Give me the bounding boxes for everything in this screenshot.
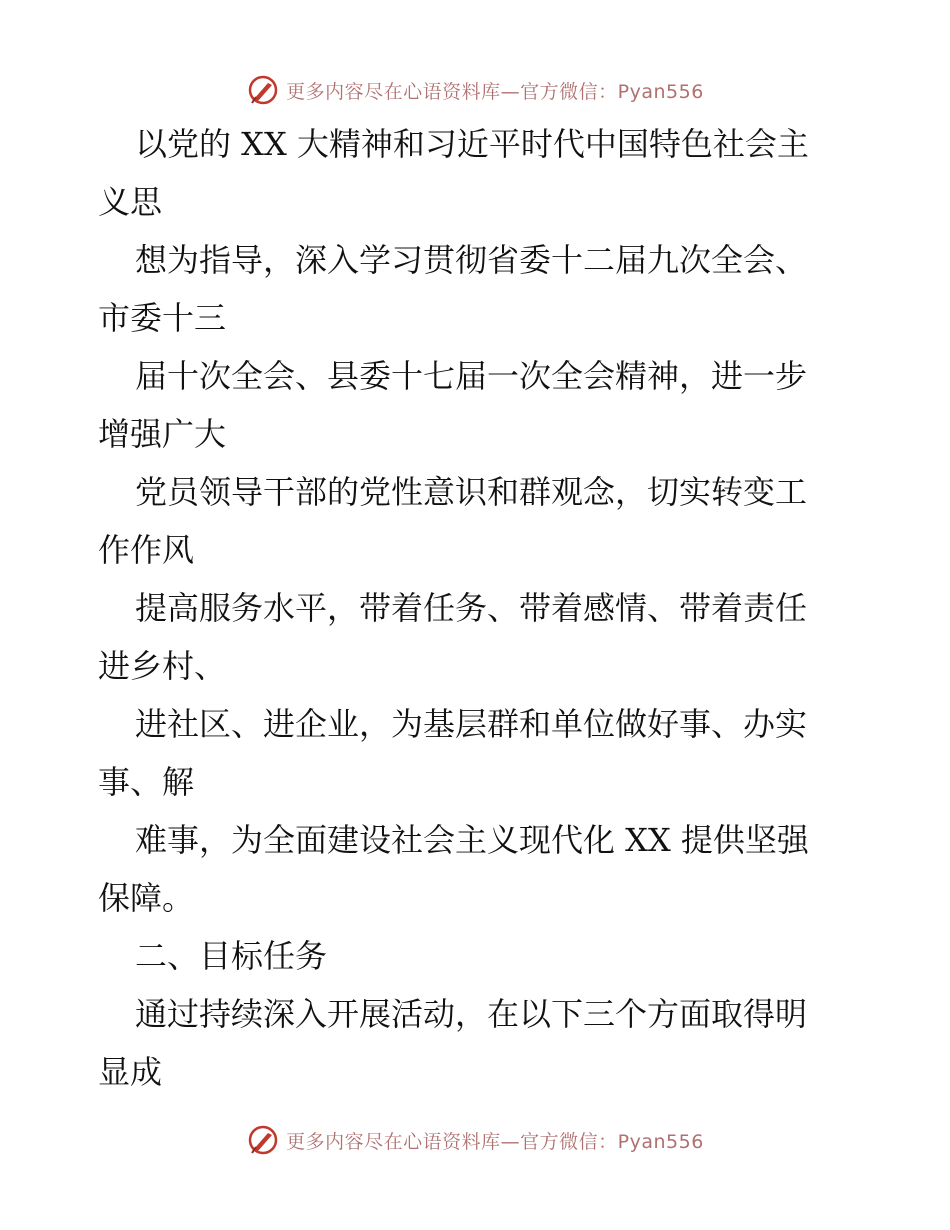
pen-logo-icon xyxy=(246,73,280,107)
text-line: 想为指导，深入学习贯彻省委十二届九次全会、 xyxy=(135,241,808,279)
footer-watermark-text: 更多内容尽在心语资料库—官方微信：Pyan556 xyxy=(286,1130,704,1153)
text-line: 保障。 xyxy=(98,879,195,917)
text-line: 提高服务水平，带着任务、带着感情、带着责任 xyxy=(135,589,808,627)
text-line: 事、解 xyxy=(98,763,195,801)
text-line: 作作风 xyxy=(98,531,195,569)
text-line: 义思 xyxy=(98,183,163,221)
section-heading: 二、目标任务 xyxy=(135,937,328,975)
text-line: 届十次全会、县委十七届一次全会精神，进一步 xyxy=(135,357,808,395)
text-line: 难事，为全面建设社会主义现代化 XX 提供坚强 xyxy=(135,821,809,859)
text-line: 党员领导干部的党性意识和群观念，切实转变工 xyxy=(135,473,808,511)
text-line: 通过持续深入开展活动，在以下三个方面取得明 xyxy=(135,995,808,1033)
text-line: 市委十三 xyxy=(98,299,227,337)
text-line: 显成 xyxy=(98,1053,163,1091)
header-watermark-text: 更多内容尽在心语资料库—官方微信：Pyan556 xyxy=(286,80,704,103)
text-line: 增强广大 xyxy=(98,415,227,453)
pen-logo-icon xyxy=(246,1123,280,1157)
text-line: 以党的 XX 大精神和习近平时代中国特色社会主 xyxy=(135,125,809,163)
footer-watermark xyxy=(0,1122,950,1158)
text-line: 进社区、进企业，为基层群和单位做好事、办实 xyxy=(135,705,808,743)
text-line: 进乡村、 xyxy=(98,647,227,685)
header-watermark xyxy=(0,72,950,108)
